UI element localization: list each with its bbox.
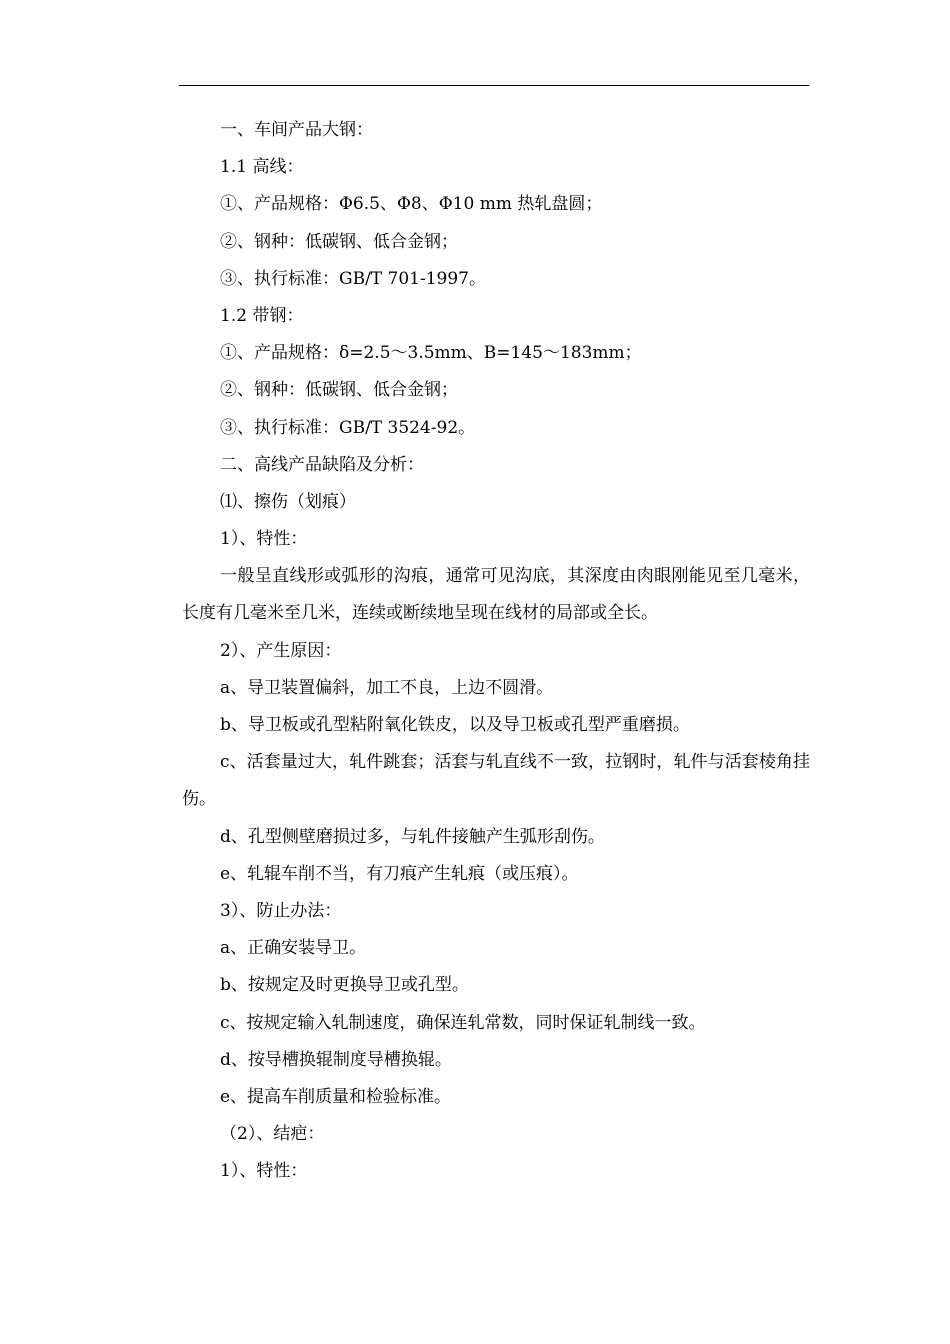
list-item: c、按规定输入轧制速度，确保连轧常数，同时保证轧制线一致。 — [220, 1012, 706, 1033]
paragraph: 一般呈直线形或弧形的沟痕，通常可见沟底，其深度由肉眼刚能见至几毫米，长度有几毫米至几米，连续或断续地呈现在线材的局部或全长。 — [182, 566, 810, 624]
list-item: a、正确安装导卫。 — [220, 938, 367, 959]
list-item: c、活套量过大，轧件跳套；活套与轧直线不一致，拉钢时，轧件与活套棱角挂伤。 — [182, 752, 810, 810]
defect-heading: （2）、结疤： — [220, 1124, 325, 1145]
subsection-heading: 1.1 高线： — [220, 157, 304, 178]
section-heading: 二、高线产品缺陷及分析： — [220, 454, 424, 475]
list-item: b、导卫板或孔型粘附氧化铁皮，以及导卫板或孔型严重磨损。 — [220, 715, 690, 736]
list-item: ①、产品规格：δ=2.5～3.5mm、B=145～183mm； — [220, 343, 642, 364]
list-item: ②、钢种：低碳钢、低合金钢； — [220, 231, 458, 252]
subsection-heading: 1.2 带钢： — [220, 305, 304, 326]
item-heading: 1）、特性： — [220, 529, 308, 550]
item-heading: 3）、防止办法： — [220, 901, 342, 921]
item-heading: 1）、特性： — [220, 1161, 308, 1182]
list-item: ①、产品规格：Φ6.5、Φ8、Φ10 mm 热轧盘圆； — [220, 194, 603, 215]
list-item: b、按规定及时更换导卫或孔型。 — [220, 975, 469, 996]
list-item: d、孔型侧壁磨损过多，与轧件接触产生弧形刮伤。 — [220, 826, 605, 847]
list-item: d、按导槽换辊制度导槽换辊。 — [220, 1049, 452, 1070]
header-rule — [179, 85, 809, 86]
list-item: e、提高车削质量和检验标准。 — [220, 1086, 452, 1107]
list-item: ③、执行标准：GB/T 701-1997。 — [220, 268, 486, 289]
list-item: a、导卫装置偏斜，加工不良，上边不圆滑。 — [220, 677, 554, 698]
document-body — [182, 112, 810, 1191]
list-item: e、轧辊车削不当，有刀痕产生轧痕（或压痕）。 — [220, 863, 579, 884]
defect-heading: ⑴、擦伤（划痕） — [220, 491, 356, 512]
list-item: ③、执行标准：GB/T 3524-92。 — [220, 417, 476, 438]
item-heading: 2）、产生原因： — [220, 640, 342, 661]
section-heading: 一、车间产品大钢： — [220, 120, 373, 140]
list-item: ②、钢种：低碳钢、低合金钢； — [220, 380, 458, 401]
